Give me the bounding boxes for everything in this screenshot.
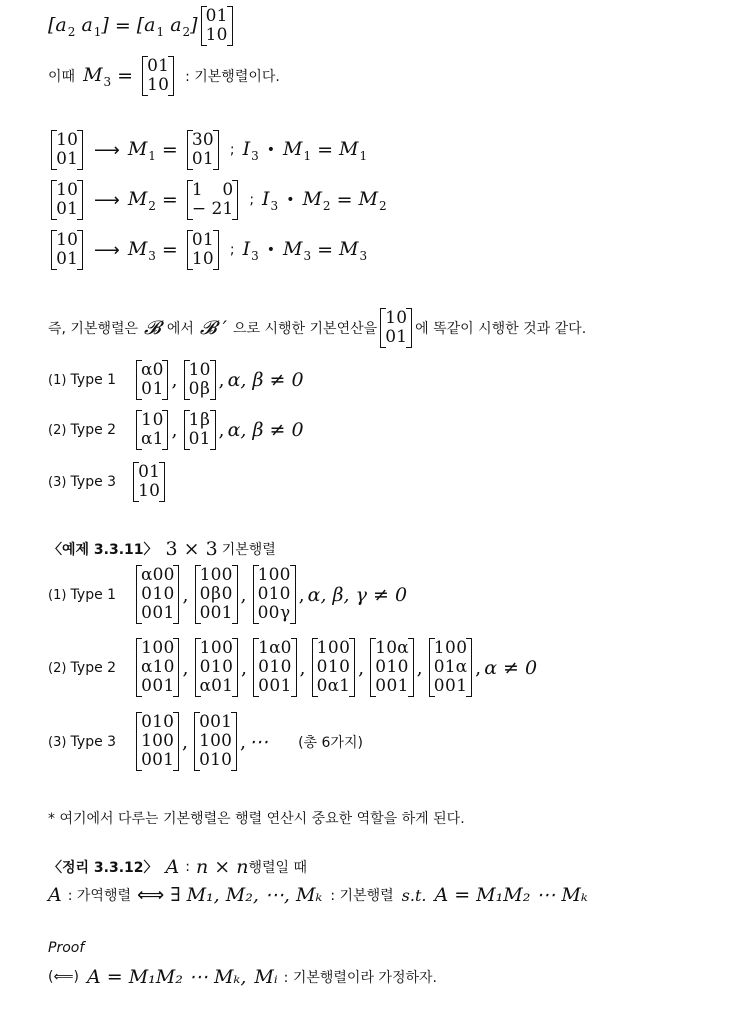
- eq-sign: =: [117, 65, 134, 87]
- proof-eq: A = M₁M₂ ⋯ Mₖ,: [87, 966, 247, 988]
- m3-prefix: 이때: [48, 69, 76, 85]
- semicolon: ;: [249, 192, 255, 208]
- type-label: (1) Type 1: [48, 586, 117, 603]
- summary-text-4: 에 똑같이 시행한 것과 같다.: [415, 321, 587, 337]
- theorem-rest: 행렬일 때: [248, 860, 308, 876]
- eq-top-lhs: [$a_2$ $a_1$]: [48, 13, 109, 39]
- proof-Mi: Mᵢ: [254, 966, 278, 988]
- theorem-statement: [48, 884, 588, 906]
- theorem-A: A: [165, 856, 180, 878]
- theorem-tag: 〈정리 3.3.12〉: [48, 860, 158, 876]
- example-dim: 3 × 3: [165, 538, 218, 560]
- m3-suffix: : 기본행렬이다.: [185, 69, 280, 85]
- type-row: [48, 462, 168, 502]
- mapping-row: [48, 230, 367, 270]
- dot-icon: •: [266, 142, 275, 158]
- type-matrix: 1 0 0 0 1 0 0 0 γ: [253, 565, 296, 624]
- eq-sign: =: [317, 139, 334, 161]
- type-matrix: 0 1 0 1 0 0 0 0 1: [136, 712, 179, 771]
- type-row: [48, 360, 304, 400]
- result-var: $M_3$: [339, 237, 368, 263]
- condition: α ≠ 0: [484, 656, 538, 679]
- comma: ,: [182, 730, 189, 753]
- type-matrix: 0 1 1 0: [133, 462, 165, 502]
- comma: ,: [416, 656, 423, 679]
- stmt-elementary: : 기본행렬: [330, 888, 394, 904]
- type-matrix: 0 0 1 1 0 0 0 1 0: [194, 712, 237, 771]
- arrow-icon: ⟶: [94, 139, 120, 161]
- elementary-matrix: 3 0 0 1: [187, 130, 219, 170]
- type-matrix: 1 0 0 0 1 0 0 α 1: [312, 638, 355, 697]
- theorem-colon: :: [185, 859, 190, 875]
- type-matrix: 1 0 0 β: [184, 360, 216, 400]
- dot-icon: •: [286, 192, 295, 208]
- comma: ,: [240, 583, 247, 606]
- comma: ,: [298, 583, 305, 606]
- identity-matrix: 1 0 0 1: [51, 230, 83, 270]
- eq-top-rhs: [$a_1$ $a_2$]: [136, 13, 198, 39]
- comma: ,: [182, 583, 189, 606]
- arrow-icon: ⟶: [94, 239, 120, 261]
- type-matrix: α 0 0 0 1 0 0 0 1: [136, 565, 179, 624]
- remark-text: * 여기에서 다루는 기본행렬은 행렬 연산시 중요한 역할을 하게 된다.: [48, 811, 465, 827]
- comma: ,: [241, 656, 248, 679]
- type-label: (3) Type 3: [48, 474, 117, 490]
- type-note: (총 6가지): [298, 734, 363, 751]
- eq-sign: =: [317, 239, 334, 261]
- eq-sign: =: [161, 189, 178, 211]
- identity-matrix: 1 0 0 1: [51, 180, 83, 220]
- type-row: [48, 712, 363, 771]
- identity-matrix: 1 0 0 1: [51, 130, 83, 170]
- product-var: $M_1$: [282, 137, 312, 163]
- condition: ⋯: [249, 730, 269, 753]
- matrix: 0 1 1 0: [142, 56, 174, 96]
- proof-line: [48, 966, 437, 988]
- arrow-icon: ⟶: [94, 189, 120, 211]
- result-var: $M_2$: [358, 187, 387, 213]
- elementary-matrix: 1 0 − 2 1: [187, 180, 238, 220]
- eq-sign: =: [161, 139, 178, 161]
- stmt-exists: ∃ M₁, M₂, ⋯, Mₖ: [170, 884, 323, 906]
- m3-line: [48, 56, 280, 96]
- m3-var: $M_3$: [83, 63, 112, 89]
- stmt-st: s.t.: [401, 885, 427, 905]
- type-row: [48, 638, 537, 697]
- proof-label-text: Proof: [48, 940, 85, 956]
- mapping-row: [48, 130, 367, 170]
- type-label: (2) Type 2: [48, 422, 117, 438]
- comma: ,: [299, 656, 306, 679]
- elementary-matrix: 0 1 1 0: [187, 230, 219, 270]
- comma: ,: [171, 419, 178, 441]
- result-var: $M_1$: [339, 137, 368, 163]
- example-tag: 〈예제 3.3.11〉: [48, 542, 158, 558]
- identity-var: $I_3$: [242, 237, 259, 263]
- proof-direction: (⟸): [48, 969, 79, 985]
- type-label: (3) Type 3: [48, 733, 117, 750]
- basis-B: 𝓑: [144, 317, 161, 339]
- remark: [48, 808, 465, 828]
- example-heading: [48, 538, 276, 560]
- type-row: [48, 565, 407, 624]
- type-label: (1) Type 1: [48, 372, 117, 388]
- comma: ,: [475, 656, 482, 679]
- eq-sign: =: [161, 239, 178, 261]
- proof-text: : 기본행렬이라 가정하자.: [283, 970, 437, 986]
- product-var: $M_2$: [302, 187, 331, 213]
- summary-text-2: 에서: [166, 321, 194, 337]
- type-matrix: α 0 0 1: [136, 360, 168, 400]
- mapping-row: [48, 180, 387, 220]
- identity-var: $I_3$: [242, 137, 259, 163]
- comma: ,: [358, 656, 365, 679]
- iff-icon: ⟺: [137, 884, 165, 906]
- condition: α, β ≠ 0: [227, 419, 304, 441]
- stmt-A: A: [48, 884, 62, 906]
- matrix: 0 1 1 0: [201, 6, 233, 46]
- proof-label: [48, 940, 84, 956]
- type-label: (2) Type 2: [48, 659, 117, 676]
- condition: α, β ≠ 0: [227, 369, 304, 391]
- summary-text-3: 으로 시행한 기본연산을: [233, 321, 378, 337]
- eq-sign: =: [336, 189, 353, 211]
- type-matrix: 1 0 0 0 1 α 0 0 1: [429, 638, 472, 697]
- semicolon: ;: [229, 142, 235, 158]
- theorem-nxn: n × n: [195, 856, 249, 878]
- type-matrix: 1 β 0 1: [184, 410, 216, 450]
- eq-top: [48, 6, 236, 46]
- theorem-heading: [48, 856, 307, 878]
- type-matrix: 1 0 0 0 β 0 0 0 1: [195, 565, 238, 624]
- type-matrix: 1 0 0 α 1 0 0 0 1: [136, 638, 179, 697]
- comma: ,: [240, 730, 247, 753]
- product-var: $M_3$: [282, 237, 312, 263]
- summary-text-1: 즉, 기본행렬은: [48, 321, 139, 337]
- example-title: 기본행렬: [221, 542, 276, 558]
- summary: [48, 308, 586, 348]
- elementary-var: $M_2$: [127, 187, 156, 213]
- elementary-var: $M_1$: [127, 137, 156, 163]
- condition: α, β, γ ≠ 0: [307, 583, 408, 606]
- comma: ,: [171, 369, 178, 391]
- stmt-invertible: : 가역행렬: [67, 888, 131, 904]
- eq-sign: =: [114, 15, 131, 37]
- identity-var: $I_3$: [262, 187, 279, 213]
- type-matrix: 1 0 α 1: [136, 410, 168, 450]
- stmt-eq: A = M₁M₂ ⋯ Mₖ: [434, 884, 588, 906]
- comma: ,: [182, 656, 189, 679]
- elementary-var: $M_3$: [127, 237, 156, 263]
- comma: ,: [218, 419, 225, 441]
- type-matrix: 1 0 0 0 1 0 α 0 1: [195, 638, 238, 697]
- basis-B-prime: 𝓑 ′: [199, 317, 227, 339]
- type-matrix: 1 0 α 0 1 0 0 0 1: [370, 638, 413, 697]
- type-row: [48, 410, 304, 450]
- dot-icon: •: [266, 242, 275, 258]
- type-matrix: 1 α 0 0 1 0 0 0 1: [253, 638, 296, 697]
- comma: ,: [218, 369, 225, 391]
- matrix: 1 0 0 1: [380, 308, 412, 348]
- semicolon: ;: [229, 242, 235, 258]
